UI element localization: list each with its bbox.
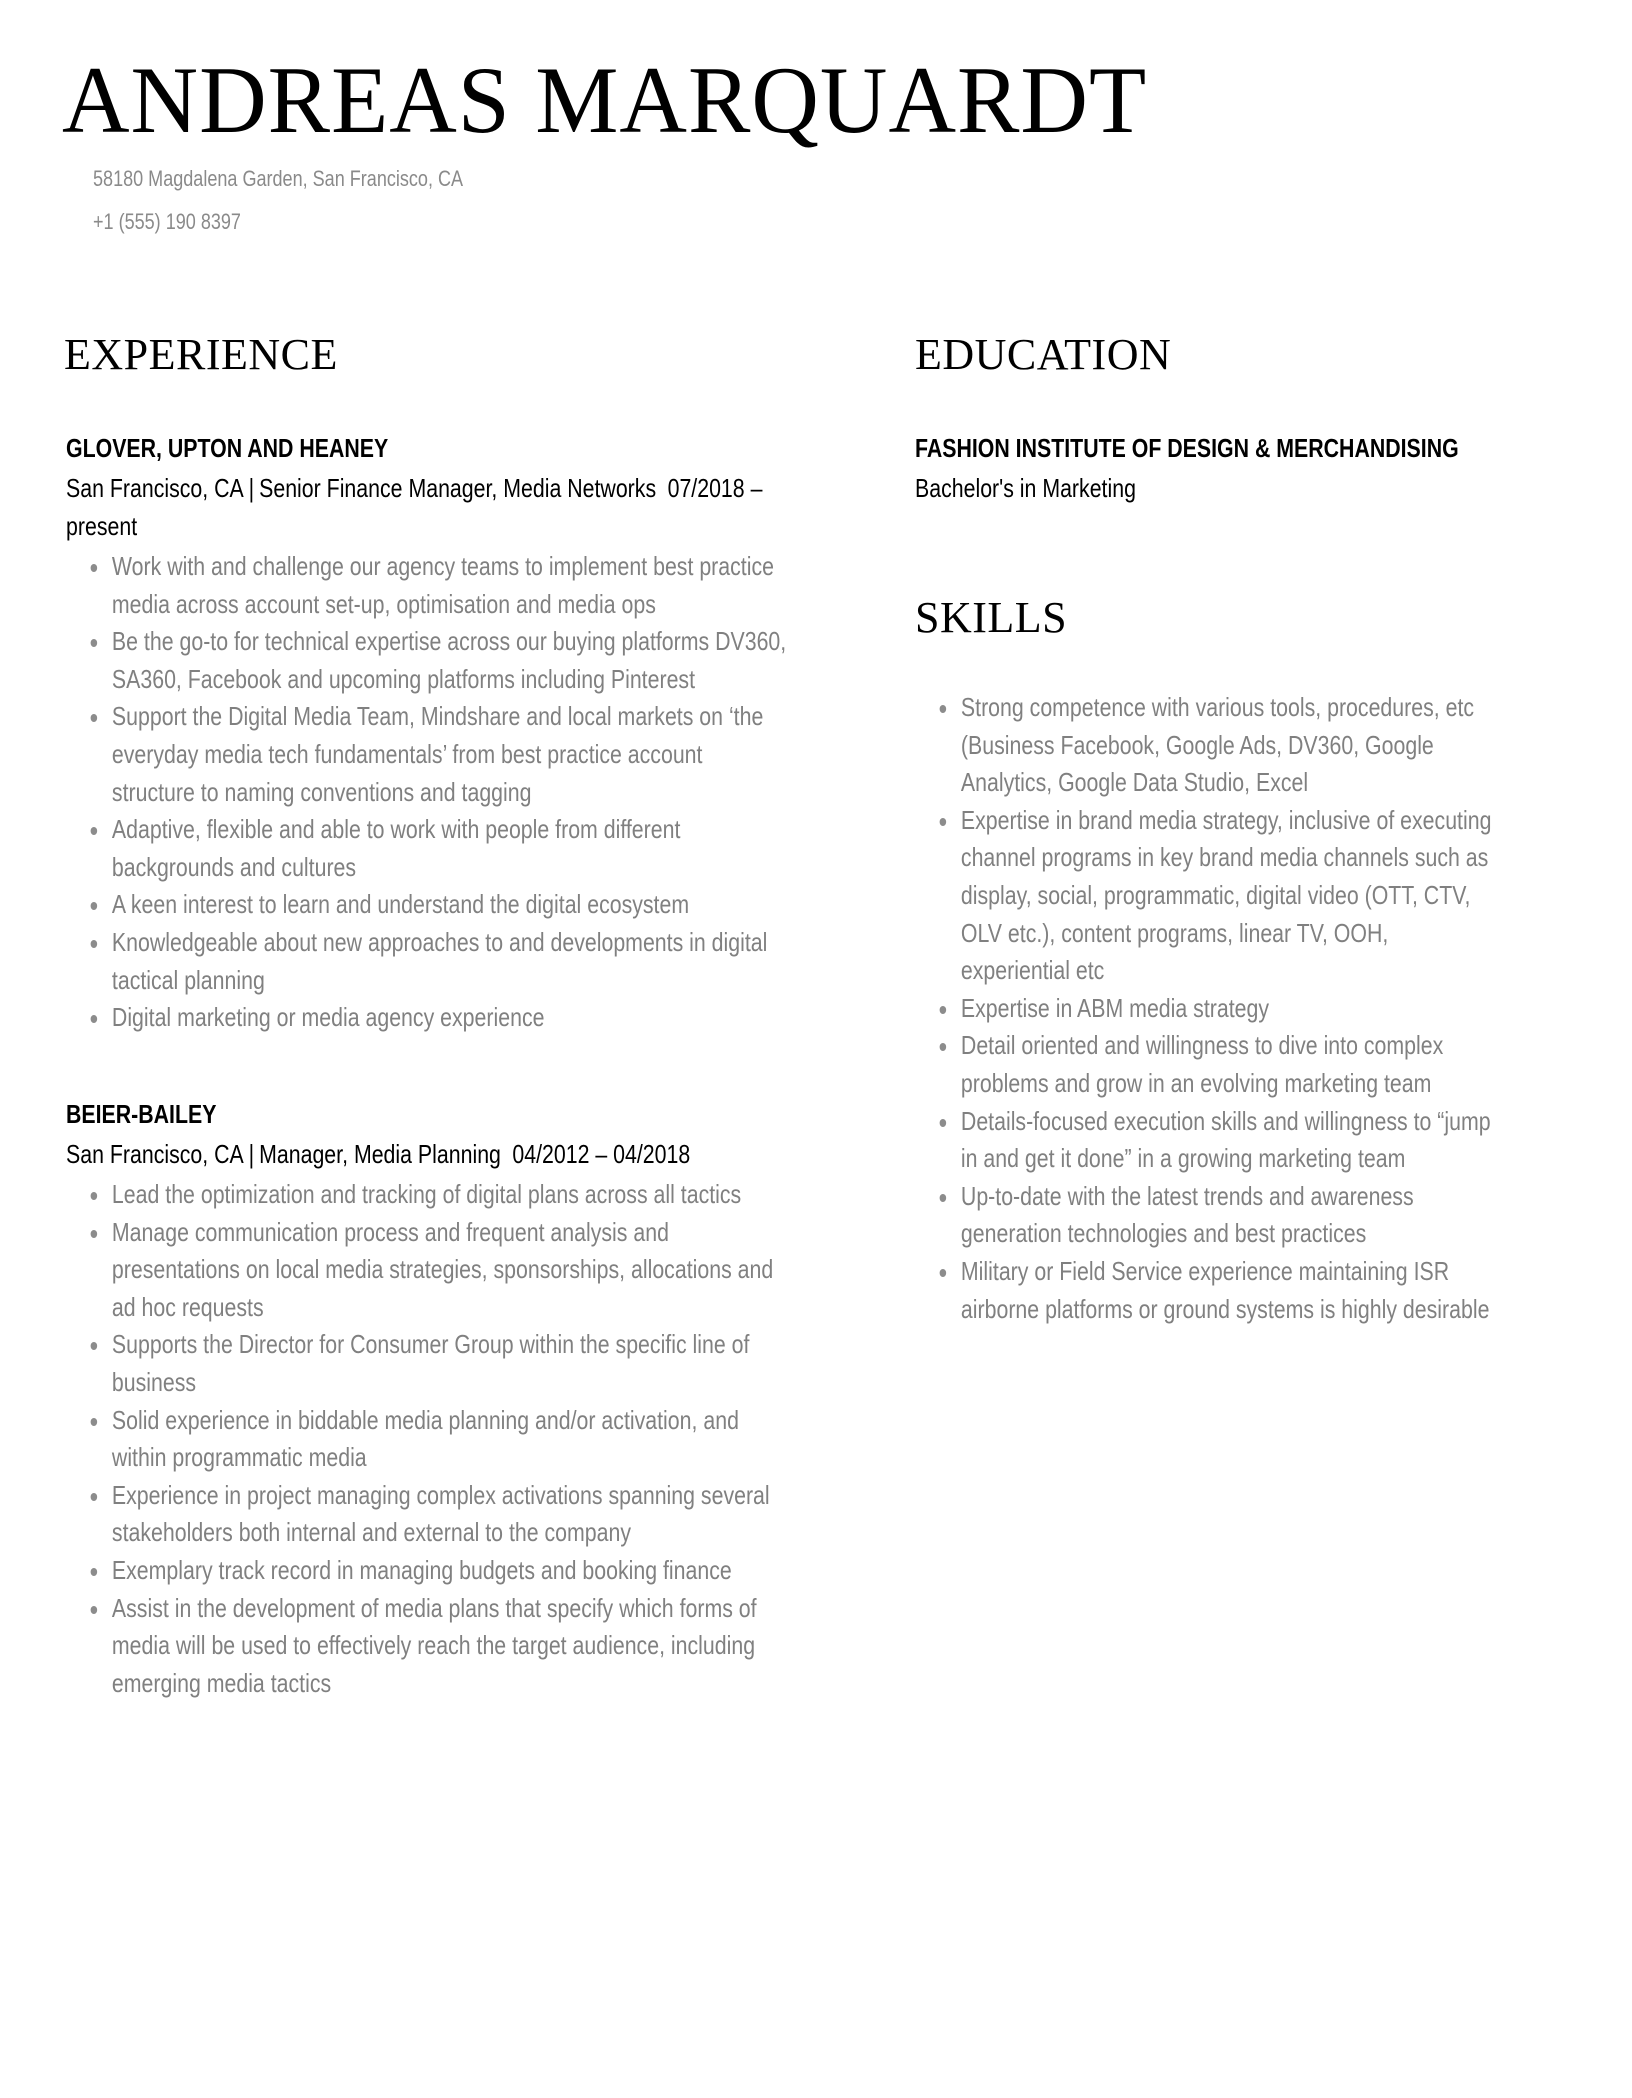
job-separator: |: [248, 1139, 255, 1169]
contact-address: 58180 Magdalena Garden, San Francisco, CA: [93, 166, 464, 191]
list-item: Exemplary track record in managing budgets and booking finance: [66, 1552, 773, 1590]
list-item: Supports the Director for Consumer Group within the specific line of business: [66, 1326, 773, 1401]
list-item: Support the Digital Media Team, Mindshare and local markets on ‘the everyday media tech fundamentals’ from best practice account structure to naming conventions and tagging: [66, 698, 786, 811]
job-meta: [66, 1135, 690, 1173]
skills-list: [915, 689, 1491, 1328]
list-item: Be the go-to for technical expertise across our buying platforms DV360, SA360, Facebook and upcoming platforms including Pinterest: [66, 623, 786, 698]
job-responsibilities: [66, 1176, 773, 1702]
list-item: Experience in project managing complex activations spanning several stakeholders both internal and external to the company: [66, 1477, 773, 1552]
list-item: Expertise in brand media strategy, inclusive of executing channel programs in key brand media channels such as display, social, programmatic, digital video (OTT, CTV, OLV etc.), content programs, linear TV, OOH, experiential etc: [915, 802, 1491, 990]
list-item: Solid experience in biddable media planning and/or activation, and within programmatic media: [66, 1402, 773, 1477]
list-item: Up-to-date with the latest trends and awareness generation technologies and best practices: [915, 1178, 1491, 1253]
job-responsibilities: [66, 548, 786, 1037]
contact-phone: +1 (555) 190 8397: [93, 209, 241, 234]
job-dates: 07/2018 –: [667, 473, 763, 503]
job-company: BEIER-BAILEY: [66, 1099, 217, 1129]
list-item: Work with and challenge our agency teams to implement best practice media across account set-up, optimisation and media ops: [66, 548, 786, 623]
job-dates-continued: present: [66, 511, 138, 541]
job-meta: [66, 469, 762, 545]
education-institution: FASHION INSTITUTE OF DESIGN & MERCHANDISING: [915, 433, 1459, 463]
list-item: Manage communication process and frequent analysis and presentations on local media strategies, sponsorships, allocations and ad hoc requests: [66, 1214, 773, 1327]
list-item: Expertise in ABM media strategy: [915, 990, 1491, 1028]
job-location: San Francisco, CA: [66, 473, 244, 503]
candidate-name: ANDREAS MARQUARDT: [62, 47, 1148, 153]
education-degree: Bachelor's in Marketing: [915, 473, 1136, 503]
list-item: A keen interest to learn and understand the digital ecosystem: [66, 886, 786, 924]
job-separator: |: [248, 473, 255, 503]
list-item: Adaptive, flexible and able to work with people from different backgrounds and cultures: [66, 811, 786, 886]
job-location: San Francisco, CA: [66, 1139, 244, 1169]
list-item: Strong competence with various tools, procedures, etc (Business Facebook, Google Ads, DV360, Google Analytics, Google Data Studio, Excel: [915, 689, 1491, 802]
list-item: Assist in the development of media plans that specify which forms of media will be used to effectively reach the target audience, including emerging media tactics: [66, 1590, 773, 1703]
list-item: Details-focused execution skills and willingness to “jump in and get it done” in a growing marketing team: [915, 1103, 1491, 1178]
job-company: GLOVER, UPTON AND HEANEY: [66, 433, 389, 463]
job-title: Manager, Media Planning: [259, 1139, 501, 1169]
experience-heading: EXPERIENCE: [64, 330, 338, 379]
list-item: Military or Field Service experience maintaining ISR airborne platforms or ground systems is highly desirable: [915, 1253, 1491, 1328]
list-item: Knowledgeable about new approaches to and developments in digital tactical planning: [66, 924, 786, 999]
list-item: Detail oriented and willingness to dive into complex problems and grow in an evolving marketing team: [915, 1027, 1491, 1102]
education-heading: EDUCATION: [915, 330, 1172, 379]
list-item: Digital marketing or media agency experience: [66, 999, 786, 1037]
job-title: Senior Finance Manager, Media Networks: [259, 473, 657, 503]
list-item: Lead the optimization and tracking of digital plans across all tactics: [66, 1176, 773, 1214]
skills-heading: SKILLS: [915, 593, 1068, 642]
job-dates: 04/2012 – 04/2018: [512, 1139, 691, 1169]
